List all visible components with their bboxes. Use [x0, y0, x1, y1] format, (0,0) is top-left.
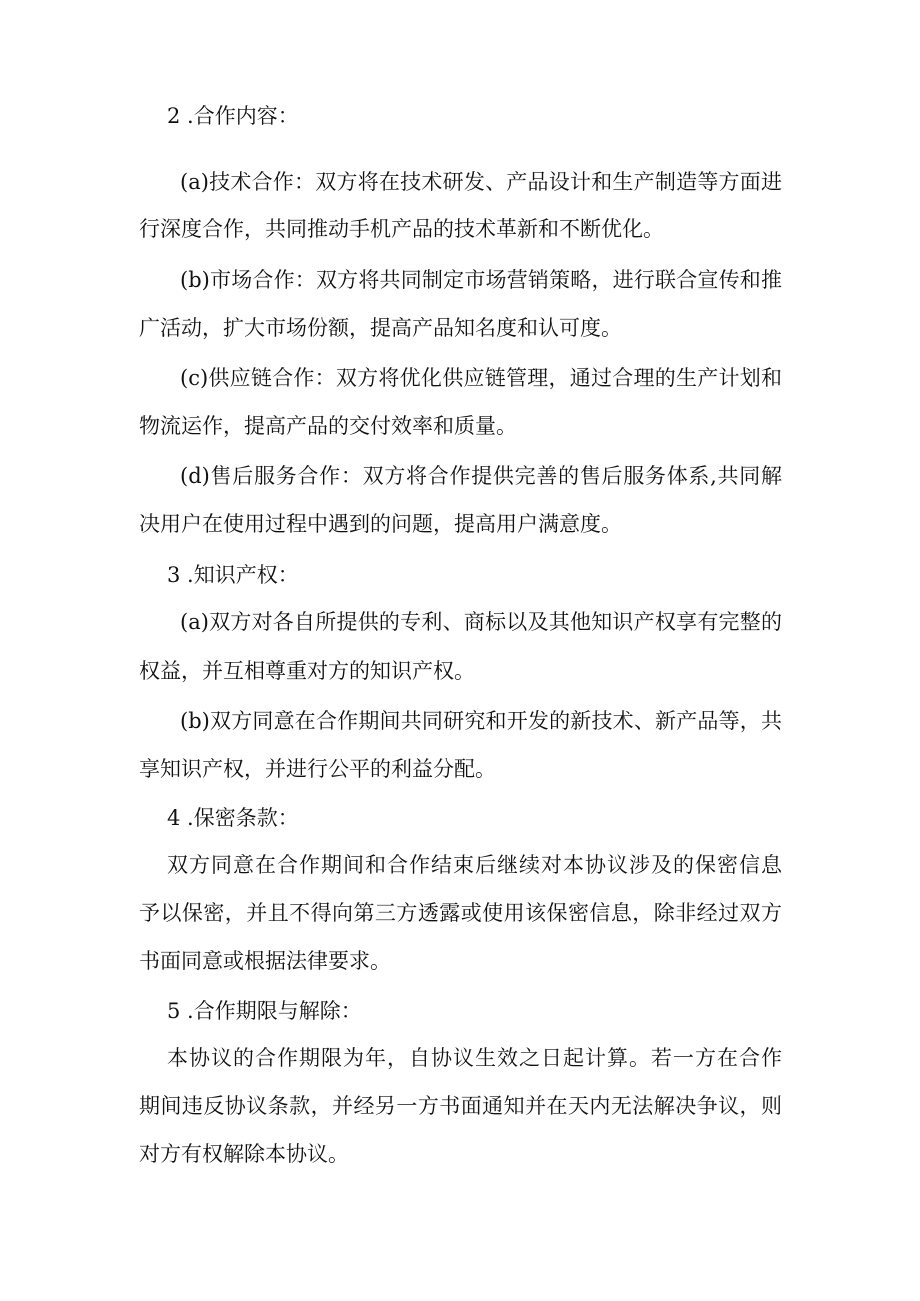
paragraph-text: (c)供应链合作：双方将优化供应链管理，通过合理的生产计划和: [180, 366, 782, 390]
paragraph-text: 本协议的合作期限为年，自协议生效之日起计算。若一方在合作: [167, 1046, 782, 1070]
paragraph-text: 书面同意或根据法律要求。: [139, 949, 391, 973]
paragraph-2d-line-1: [180, 461, 782, 491]
paragraph-text: (b)双方同意在合作期间共同研究和开发的新技术、新产品等，共: [180, 709, 782, 733]
paragraph-5-line-2: [139, 1091, 782, 1121]
paragraph-4-line-3: [139, 946, 839, 976]
paragraph-text: 决用户在使用过程中遇到的问题，提高用户满意度。: [139, 512, 622, 536]
paragraph-2b-line-2: [139, 313, 839, 343]
section-heading-3: [167, 560, 467, 590]
paragraph-3b-line-1: [180, 706, 782, 736]
heading-text: 2 .合作内容：: [167, 104, 299, 128]
paragraph-3a-line-1: [180, 607, 782, 637]
paragraph-5-line-1: [167, 1043, 782, 1073]
paragraph-text: 行深度合作，共同推动手机产品的技术革新和不断优化。: [139, 217, 664, 241]
paragraph-text: 双方同意在合作期间和合作结束后继续对本协议涉及的保密信息: [167, 853, 782, 877]
heading-text: 5 .合作期限与解除：: [167, 999, 362, 1023]
paragraph-text: 对方有权解除本协议。: [139, 1142, 349, 1166]
paragraph-text: 予以保密，并且不得向第三方透露或使用该保密信息，除非经过双方: [139, 901, 782, 925]
paragraph-2b-line-1: [180, 265, 782, 295]
paragraph-text: (d)售后服务合作：双方将合作提供完善的售后服务体系,共同解: [180, 464, 782, 488]
paragraph-text: 享知识产权，并进行公平的利益分配。: [139, 757, 496, 781]
paragraph-3a-line-2: [139, 656, 839, 686]
paragraph-2a-line-2: [139, 214, 839, 244]
section-heading-5: [167, 996, 467, 1026]
paragraph-text: 广活动，扩大市场份额，提高产品知名度和认可度。: [139, 316, 622, 340]
paragraph-text: 期间违反协议条款，并经另一方书面通知并在天内无法解决争议，则: [139, 1094, 782, 1118]
paragraph-3b-line-2: [139, 754, 839, 784]
paragraph-2c-line-2: [139, 411, 839, 441]
paragraph-5-line-3: [139, 1139, 839, 1169]
section-heading-4: [167, 803, 467, 833]
paragraph-4-line-1: [167, 850, 782, 880]
paragraph-text: (a)技术合作：双方将在技术研发、产品设计和生产制造等方面进: [180, 170, 782, 194]
paragraph-2d-line-2: [139, 509, 839, 539]
paragraph-text: 权益，并互相尊重对方的知识产权。: [139, 659, 475, 683]
heading-text: 4 .保密条款：: [167, 806, 299, 830]
paragraph-4-line-2: [139, 898, 782, 928]
paragraph-text: (b)市场合作：双方将共同制定市场营销策略，进行联合宣传和推: [180, 268, 782, 292]
paragraph-text: (a)双方对各自所提供的专利、商标以及其他知识产权享有完整的: [180, 610, 782, 634]
paragraph-2c-line-1: [180, 363, 782, 393]
heading-text: 3 .知识产权：: [167, 563, 299, 587]
section-heading-2: [167, 101, 467, 131]
paragraph-2a-line-1: [180, 167, 782, 197]
paragraph-text: 物流运作，提高产品的交付效率和质量。: [139, 414, 517, 438]
